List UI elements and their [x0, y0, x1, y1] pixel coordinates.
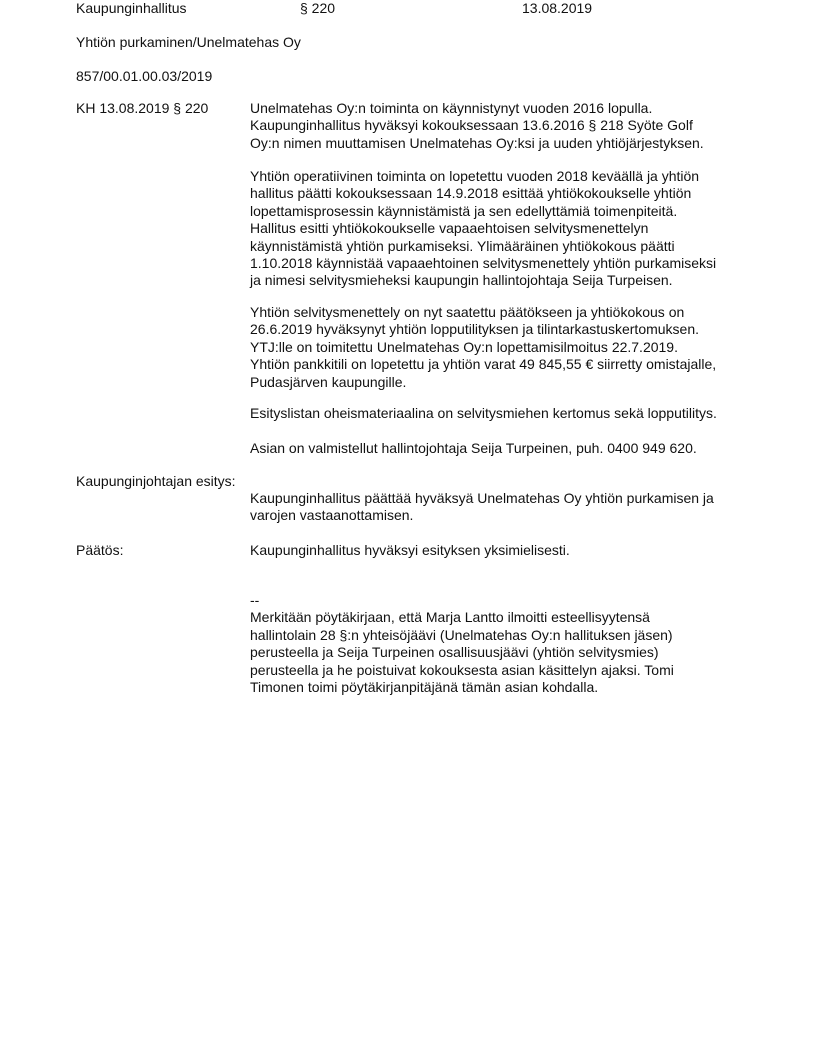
meeting-reference: KH 13.08.2019 § 220	[76, 100, 209, 116]
record-number: 857/00.01.00.03/2019	[76, 68, 213, 84]
subject-title: Yhtiön purkaminen/Unelmatehas Oy	[76, 34, 301, 50]
note-line: perusteella ja Seija Turpeinen osallisuusjäävi (yhtiön selvitysmies)	[250, 644, 659, 661]
body-line: 1.10.2018 käynnistää vapaaehtoinen selvitysmenettely yhtiön purkamiseksi	[250, 255, 717, 272]
body-line: Kaupunginhallitus hyväksyi kokouksessaan 13.6.2016 § 218 Syöte Golf	[250, 117, 693, 134]
header-date: 13.08.2019	[522, 0, 593, 16]
body-paragraph-4	[250, 405, 770, 422]
body-line: Yhtiön pankkitili on lopetettu ja yhtiön varat 49 845,55 € siirretty omistajalle,	[250, 356, 717, 373]
proposal-line: varojen vastaanottamisen.	[250, 507, 414, 524]
body-line: YTJ:lle on toimitettu Unelmatehas Oy:n lopettamisilmoitus 22.7.2019.	[250, 338, 678, 355]
proposal-line: Kaupunginhallitus päättää hyväksyä Unelmatehas Oy yhtiön purkamisen ja	[250, 490, 714, 506]
decision-text: Kaupunginhallitus hyväksyi esityksen yksimielisesti.	[250, 542, 570, 558]
body-paragraph-3	[250, 304, 770, 391]
body-line: Pudasjärven kaupungille.	[250, 373, 407, 390]
body-line: Oy:n nimen muuttamisen Unelmatehas Oy:ksi ja uuden yhtiöjärjestyksen.	[250, 134, 704, 151]
header-body-name: Kaupunginhallitus	[76, 0, 187, 16]
note-line: hallintolain 28 §:n yhteisöjäävi (Unelmatehas Oy:n hallituksen jäsen)	[250, 626, 673, 643]
body-line: Unelmatehas Oy:n toiminta on käynnistynyt vuoden 2016 lopulla.	[250, 100, 653, 116]
proposal-label: Kaupunginjohtajan esitys:	[76, 473, 236, 489]
body-paragraph-1	[250, 100, 770, 152]
body-paragraph-2	[250, 168, 770, 290]
proposal-text	[250, 490, 770, 525]
header-section-number: § 220	[300, 0, 336, 16]
body-line: Yhtiön operatiivinen toiminta on lopetettu vuoden 2018 keväällä ja yhtiön	[250, 168, 700, 184]
body-line: Esityslistan oheismateriaalina on selvitysmiehen kertomus sekä lopputilitys.	[250, 405, 717, 421]
note-line: Merkitään pöytäkirjaan, että Marja Lantto ilmoitti esteellisyytensä	[250, 609, 650, 626]
body-line: hallitus päätti kokouksessaan 14.9.2018 esittää yhtiökokoukselle yhtiön	[250, 185, 692, 202]
body-paragraph-5	[250, 440, 770, 457]
note-separator: --	[250, 592, 260, 608]
decision-label: Päätös:	[76, 542, 124, 558]
body-line: Asian on valmistellut hallintojohtaja Seija Turpeinen, puh. 0400 949 620.	[250, 440, 697, 456]
body-line: Yhtiön selvitysmenettely on nyt saatettu päätökseen ja yhtiökokous on	[250, 304, 685, 320]
note-line: Timonen toimi pöytäkirjanpitäjänä tämän asian kohdalla.	[250, 679, 599, 696]
body-line: käynnistämistä yhtiön purkamiseksi. Ylimääräinen yhtiökokous päätti	[250, 237, 675, 254]
body-line: 26.6.2019 hyväksynyt yhtiön lopputilityksen ja tilintarkastuskertomuksen.	[250, 321, 700, 338]
minutes-note	[250, 592, 770, 696]
body-line: ja nimesi selvitysmieheksi kaupungin hallintojohtaja Seija Turpeisen.	[250, 272, 673, 289]
body-line: Hallitus esitti yhtiökokoukselle vapaaehtoisen selvitysmenettelyn	[250, 220, 649, 237]
body-line: lopettamisprosessin käynnistämistä ja sen edellyttämiä toimenpiteitä.	[250, 202, 678, 219]
note-line: perusteella ja he poistuivat kokouksesta asian käsittelyn ajaksi. Tomi	[250, 661, 674, 678]
